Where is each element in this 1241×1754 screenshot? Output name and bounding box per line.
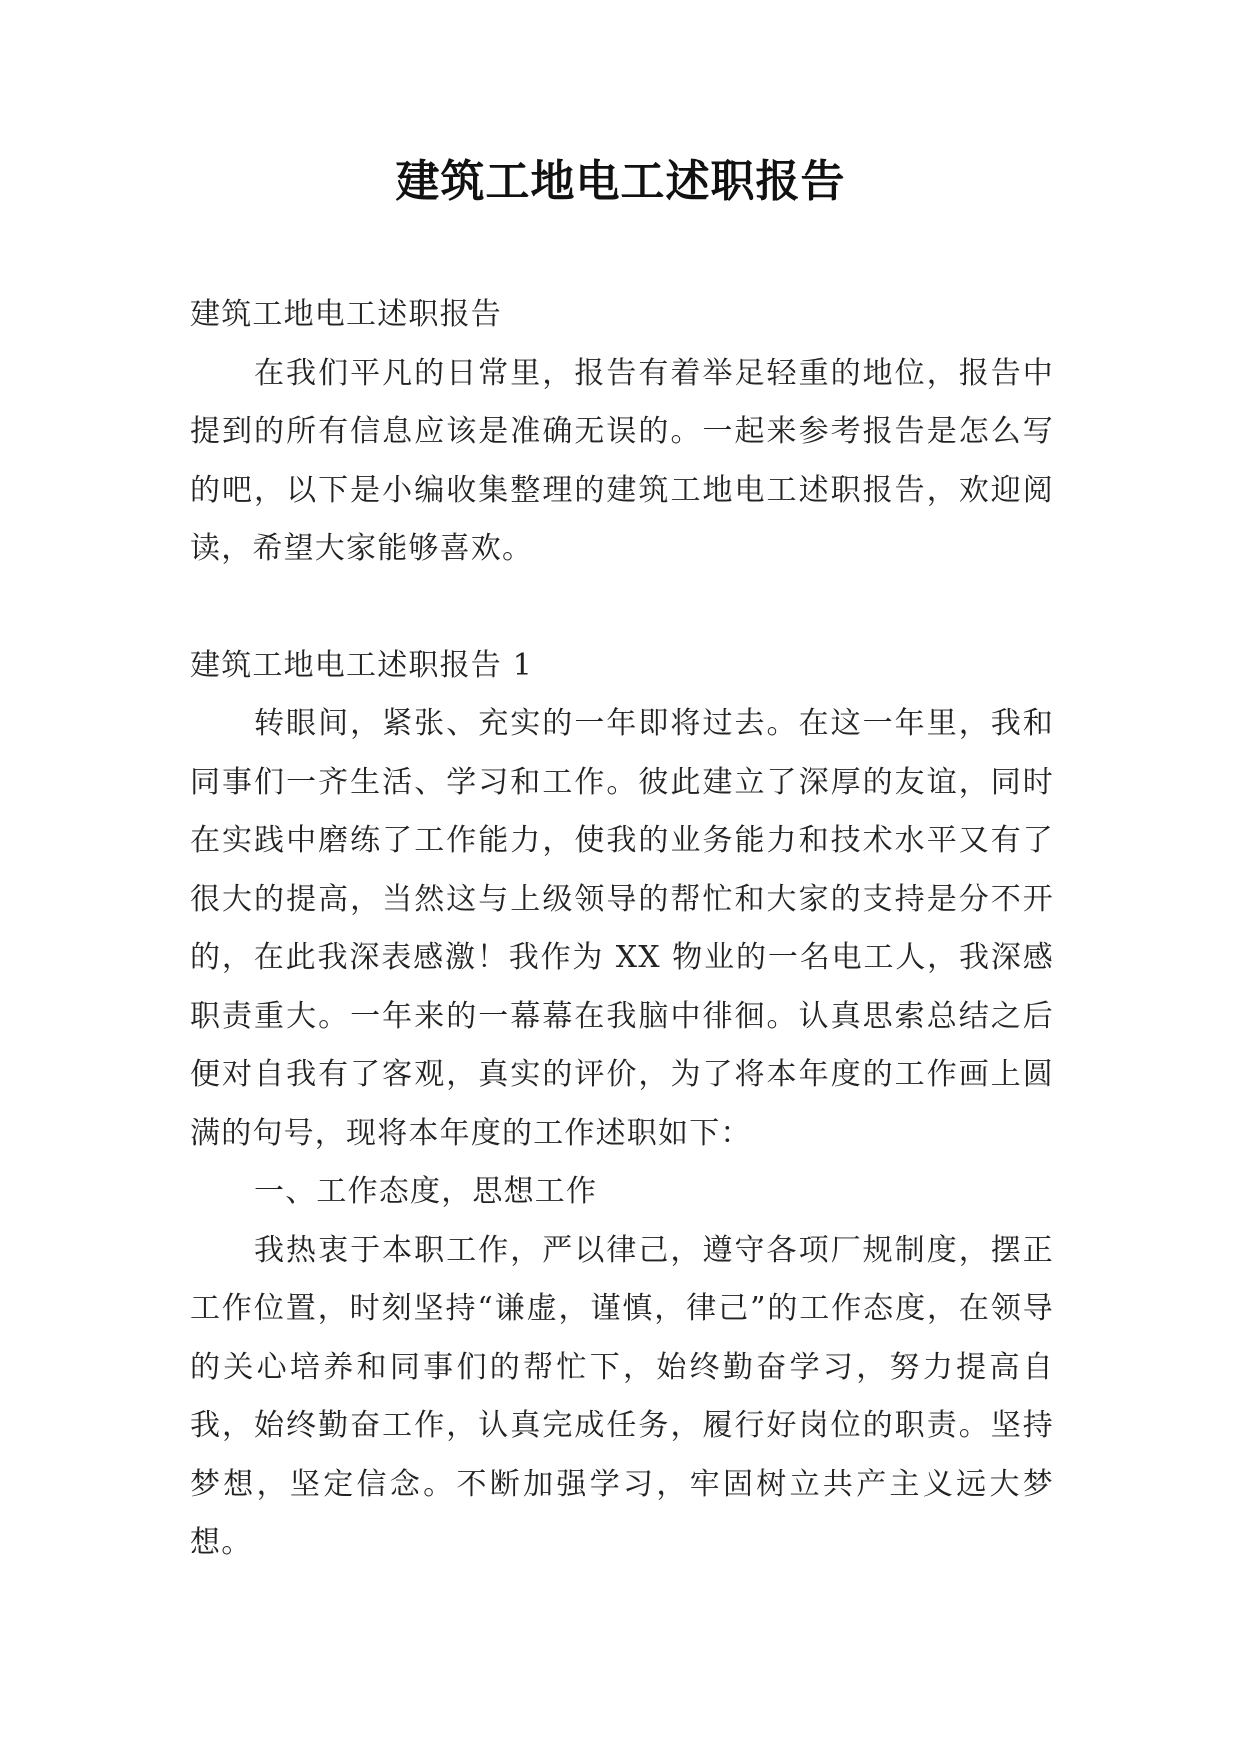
document-body <box>190 286 1054 1573</box>
document-title: 建筑工地电工述职报告 <box>395 156 846 207</box>
section-paragraph: 我热衷于本职工作，严以律己，遵守各项厂规制度，摆正工作位置，时刻坚持“谦虚，谨慎，律己”的工作态度，在领导的关心培养和同事们的帮忙下，始终勤奋学习，努力提高自我，始终勤奋工作，认真完成任务，履行好岗位的职责。坚持梦想，坚定信念。不断加强学习，牢固树立共产主义远大梦想。 <box>190 1232 1054 1560</box>
section-paragraph: 转眼间，紧张、充实的一年即将过去。在这一年里，我和同事们一齐生活、学习和工作。彼此建立了深厚的友谊，同时在实践中磨练了工作能力，使我的业务能力和技术水平又有了很大的提高，当然这与上级领导的帮忙和大家的支持是分不开的，在此我深表感激！我作为 XX 物业的一名电工人，我深感职责重大。一年来的一幕幕在我脑中徘徊。认真思索总结之后便对自我有了客观，真实的评价，为了将本年度的工作画上圆满的句号，现将本年度的工作述职如下： <box>190 706 1054 1151</box>
intro-paragraph: 在我们平凡的日常里，报告有着举足轻重的地位，报告中提到的所有信息应该是准确无误的。一起来参考报告是怎么写的吧，以下是小编收集整理的建筑工地电工述职报告，欢迎阅读，希望大家能够喜欢。 <box>190 355 1054 566</box>
section-subheading: 一、工作态度，思想工作 <box>254 1174 598 1209</box>
paragraph-spacer <box>190 579 1054 637</box>
document-subtitle: 建筑工地电工述职报告 <box>190 297 502 332</box>
section-heading: 建筑工地电工述职报告 1 <box>190 647 534 683</box>
